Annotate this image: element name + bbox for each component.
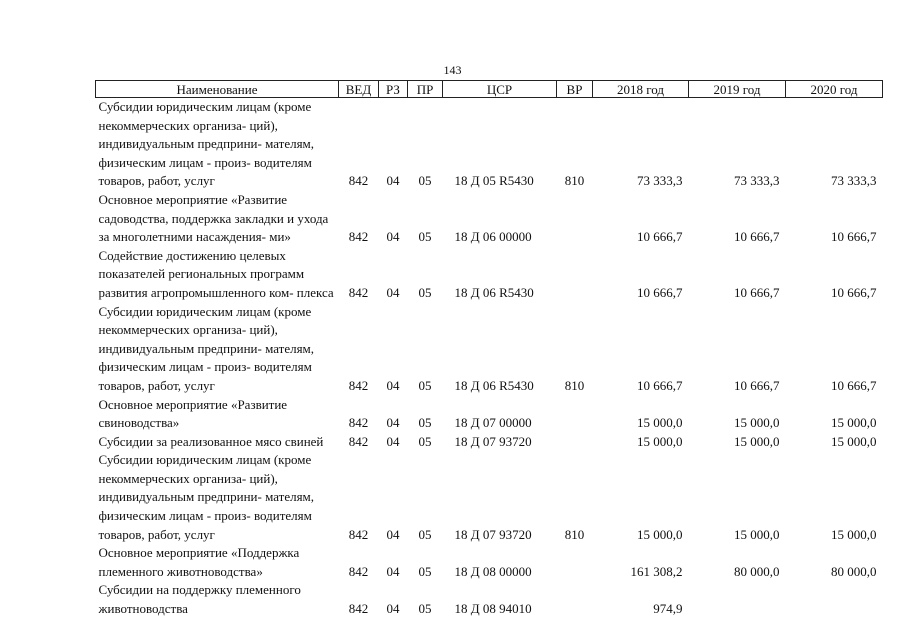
cell-name: Основное мероприятие «Развитие садоводства, поддержка закладки и ухода за многолетними насаждения- ми» — [98, 191, 329, 245]
table-row — [96, 544, 883, 581]
cell-rz: 04 — [386, 433, 400, 449]
table-row — [96, 433, 883, 452]
cell-2018: 161 308,2 — [630, 563, 683, 579]
cell-ved: 842 — [348, 601, 369, 617]
cell-2019: 15 000,0 — [734, 526, 780, 542]
cell-name: Субсидии юридическим лицам (кроме некоммерческих организа- ций), индивидуальным предприни- мателям, физическим лицам - произ- водителям товаров, работ, услуг — [98, 452, 315, 542]
cell-name: Основное мероприятие «Развитие свиноводства» — [98, 396, 288, 431]
cell-2018: 15 000,0 — [637, 415, 683, 431]
cell-2018: 974,9 — [653, 601, 683, 617]
header-vr: ВР — [557, 81, 593, 98]
header-ved: ВЕД — [339, 81, 379, 98]
header-pr: ПР — [408, 81, 443, 98]
cell-rz: 04 — [386, 229, 400, 245]
cell-2020: 73 333,3 — [831, 173, 877, 189]
header-csr: ЦСР — [443, 81, 557, 98]
cell-csr: 18 Д 06 R5430 — [454, 377, 534, 393]
cell-2020: 10 666,7 — [831, 284, 877, 300]
table-row — [96, 191, 883, 247]
cell-ved: 842 — [348, 415, 369, 431]
cell-2019: 73 333,3 — [734, 173, 780, 189]
cell-csr: 18 Д 08 00000 — [454, 563, 532, 579]
cell-2018: 10 666,7 — [637, 229, 683, 245]
cell-2020: 10 666,7 — [831, 229, 877, 245]
page-number: 143 — [443, 63, 462, 77]
table-row — [96, 98, 883, 191]
cell-2018: 15 000,0 — [637, 526, 683, 542]
cell-rz: 04 — [386, 415, 400, 431]
cell-ved: 842 — [348, 526, 369, 542]
cell-rz: 04 — [386, 601, 400, 617]
cell-vr — [557, 247, 593, 303]
cell-pr: 05 — [418, 173, 432, 189]
cell-2020: 80 000,0 — [831, 563, 877, 579]
table-header — [96, 81, 883, 98]
cell-2020 — [786, 581, 883, 618]
cell-ved: 842 — [348, 284, 369, 300]
header-rz: РЗ — [379, 81, 408, 98]
budget-table — [95, 80, 883, 619]
cell-csr: 18 Д 06 00000 — [454, 229, 532, 245]
cell-2019: 15 000,0 — [734, 433, 780, 449]
table-row — [96, 396, 883, 433]
cell-vr — [557, 544, 593, 581]
cell-vr: 810 — [564, 526, 585, 542]
cell-2018: 15 000,0 — [637, 433, 683, 449]
cell-csr: 18 Д 07 93720 — [454, 433, 532, 449]
cell-csr: 18 Д 07 00000 — [454, 415, 532, 431]
cell-pr: 05 — [418, 229, 432, 245]
cell-ved: 842 — [348, 229, 369, 245]
header-2020: 2020 год — [786, 81, 883, 98]
cell-rz: 04 — [386, 377, 400, 393]
cell-2019 — [689, 581, 786, 618]
cell-pr: 05 — [418, 433, 432, 449]
cell-2019: 10 666,7 — [734, 377, 780, 393]
header-name: Наименование — [96, 81, 339, 98]
cell-2019: 80 000,0 — [734, 563, 780, 579]
cell-2020: 15 000,0 — [831, 433, 877, 449]
cell-vr — [557, 581, 593, 618]
cell-2019: 10 666,7 — [734, 229, 780, 245]
cell-2020: 10 666,7 — [831, 377, 877, 393]
cell-ved: 842 — [348, 377, 369, 393]
cell-vr — [557, 433, 593, 452]
cell-name: Субсидии юридическим лицам (кроме некоммерческих организа- ций), индивидуальным предприни- мателям, физическим лицам - произ- водителям товаров, работ, услуг — [98, 99, 315, 189]
cell-csr: 18 Д 07 93720 — [454, 526, 532, 542]
cell-pr: 05 — [418, 563, 432, 579]
cell-csr: 18 Д 05 R5430 — [454, 173, 534, 189]
cell-ved: 842 — [348, 173, 369, 189]
cell-name: Субсидии юридическим лицам (кроме некоммерческих организа- ций), индивидуальным предприни- мателям, физическим лицам - произ- водителям товаров, работ, услуг — [98, 303, 315, 393]
cell-rz: 04 — [386, 563, 400, 579]
cell-rz: 04 — [386, 284, 400, 300]
header-2018: 2018 год — [593, 81, 689, 98]
cell-vr — [557, 191, 593, 247]
cell-name: Субсидии за реализованное мясо свиней — [98, 433, 324, 449]
table-body — [96, 98, 883, 619]
cell-ved: 842 — [348, 433, 369, 449]
cell-pr: 05 — [418, 284, 432, 300]
cell-2020: 15 000,0 — [831, 415, 877, 431]
cell-pr: 05 — [418, 601, 432, 617]
cell-2019: 10 666,7 — [734, 284, 780, 300]
cell-2019: 15 000,0 — [734, 415, 780, 431]
table-row — [96, 581, 883, 618]
table-row — [96, 303, 883, 396]
cell-rz: 04 — [386, 173, 400, 189]
cell-pr: 05 — [418, 377, 432, 393]
cell-vr: 810 — [564, 377, 585, 393]
cell-pr: 05 — [418, 415, 432, 431]
cell-csr: 18 Д 06 R5430 — [454, 284, 534, 300]
cell-vr — [557, 396, 593, 433]
cell-name: Основное мероприятие «Поддержка племенного животноводства» — [98, 545, 300, 579]
cell-name: Содействие достижению целевых показателей региональных программ развития агропромышленного ком- плекса — [98, 247, 334, 300]
cell-2020: 15 000,0 — [831, 526, 877, 542]
header-2019: 2019 год — [689, 81, 786, 98]
cell-pr: 05 — [418, 526, 432, 542]
table-row — [96, 247, 883, 303]
cell-2018: 10 666,7 — [637, 377, 683, 393]
cell-2018: 10 666,7 — [637, 284, 683, 300]
cell-csr: 18 Д 08 94010 — [454, 601, 532, 617]
cell-2018: 73 333,3 — [637, 173, 683, 189]
cell-ved: 842 — [348, 563, 369, 579]
table-row — [96, 451, 883, 544]
cell-rz: 04 — [386, 526, 400, 542]
cell-name: Субсидии на поддержку племенного животноводства — [98, 582, 301, 617]
cell-vr: 810 — [564, 173, 585, 189]
